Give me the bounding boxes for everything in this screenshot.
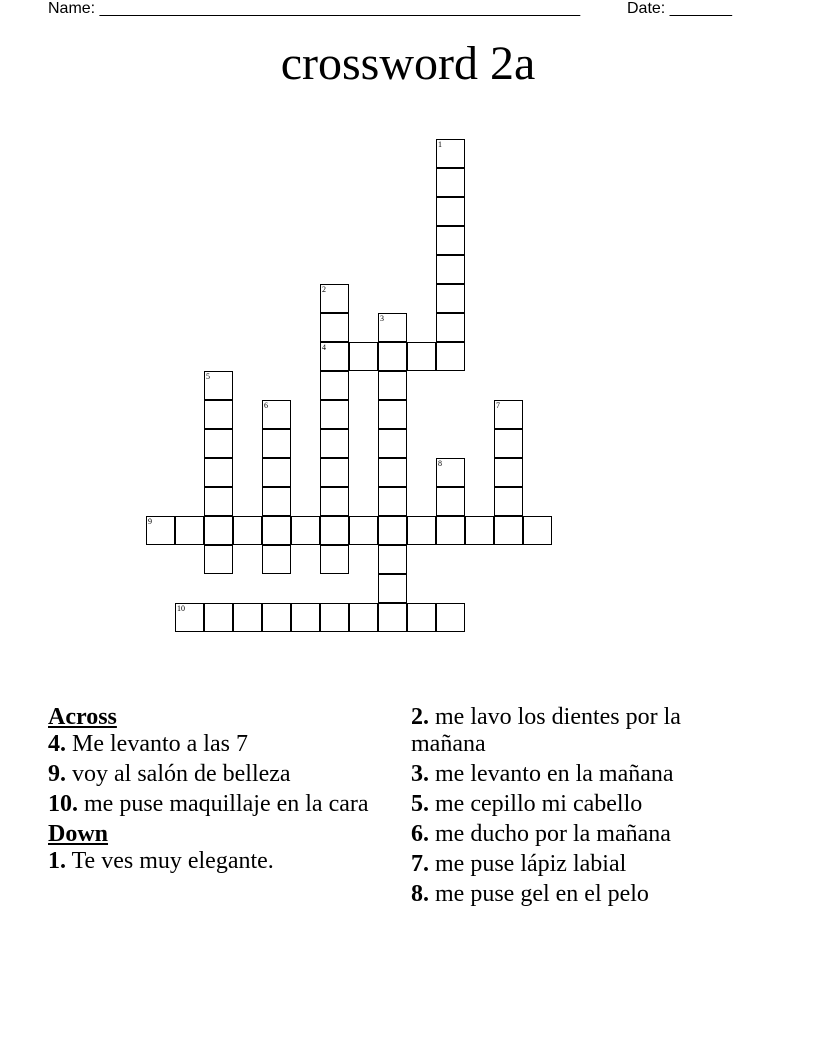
across-clue (48, 761, 388, 788)
grid-cell[interactable] (494, 458, 523, 487)
clue-number-label: 4 (322, 343, 326, 352)
grid-cell[interactable] (494, 400, 523, 429)
down-clue (411, 821, 751, 848)
name-field[interactable]: Name: ______________________________________________________ (48, 0, 581, 17)
grid-cell[interactable] (378, 313, 407, 342)
grid-cell[interactable] (378, 545, 407, 574)
clue-number-label: 7 (496, 401, 500, 410)
grid-cell[interactable] (175, 516, 204, 545)
grid-cell[interactable] (407, 342, 436, 371)
clue-number-label: 1 (438, 140, 442, 149)
down-clue (411, 761, 751, 788)
grid-cell[interactable] (320, 342, 349, 371)
clue-number: 8. (411, 881, 429, 907)
grid-cell[interactable] (204, 371, 233, 400)
grid-cell[interactable] (204, 603, 233, 632)
grid-cell[interactable] (378, 400, 407, 429)
down-clue (411, 851, 751, 878)
grid-cell[interactable] (262, 516, 291, 545)
grid-cell[interactable] (204, 487, 233, 516)
grid-cell[interactable] (291, 603, 320, 632)
grid-cell[interactable] (523, 516, 552, 545)
grid-cell[interactable] (378, 371, 407, 400)
grid-cell[interactable] (349, 603, 378, 632)
grid-cell[interactable] (320, 516, 349, 545)
grid-cell[interactable] (233, 516, 262, 545)
grid-cell[interactable] (320, 313, 349, 342)
clue-number: 7. (411, 851, 429, 877)
clue-text: voy al salón de belleza (66, 761, 291, 787)
clue-number: 3. (411, 761, 429, 787)
grid-cell[interactable] (320, 429, 349, 458)
grid-cell[interactable] (436, 226, 465, 255)
clue-text: me ducho por la mañana (429, 821, 671, 847)
grid-cell[interactable] (204, 429, 233, 458)
clues-left-column (48, 704, 388, 878)
grid-cell[interactable] (378, 429, 407, 458)
grid-cell[interactable] (204, 400, 233, 429)
date-field[interactable]: Date: _______ (627, 0, 732, 17)
grid-cell[interactable] (436, 487, 465, 516)
grid-cell[interactable] (436, 255, 465, 284)
clue-number-label: 5 (206, 372, 210, 381)
clue-text: me puse lápiz labial (429, 851, 627, 877)
grid-cell[interactable] (494, 516, 523, 545)
grid-cell[interactable] (378, 574, 407, 603)
grid-cell[interactable] (320, 371, 349, 400)
grid-cell[interactable] (436, 458, 465, 487)
grid-cell[interactable] (378, 516, 407, 545)
across-clue (48, 731, 388, 758)
grid-cell[interactable] (320, 545, 349, 574)
clue-number-label: 6 (264, 401, 268, 410)
grid-cell[interactable] (378, 458, 407, 487)
clue-number: 1. (48, 848, 66, 874)
grid-cell[interactable] (320, 400, 349, 429)
clue-text: Te ves muy elegante. (66, 848, 274, 874)
down-clue (48, 848, 388, 875)
grid-cell[interactable] (436, 197, 465, 226)
grid-cell[interactable] (262, 400, 291, 429)
grid-cell[interactable] (204, 458, 233, 487)
clue-text: me lavo los dientes por la mañana (411, 704, 681, 757)
clue-number-label: 10 (177, 604, 185, 613)
clue-text: Me levanto a las 7 (66, 731, 248, 757)
clue-number-label: 9 (148, 517, 152, 526)
clue-text: me puse maquillaje en la cara (78, 791, 369, 817)
grid-cell[interactable] (378, 487, 407, 516)
down-heading: Down (48, 821, 109, 847)
grid-cell[interactable] (262, 545, 291, 574)
across-heading: Across (48, 704, 117, 730)
grid-cell[interactable] (436, 603, 465, 632)
grid-cell[interactable] (320, 603, 349, 632)
grid-cell[interactable] (378, 342, 407, 371)
grid-cell[interactable] (320, 284, 349, 313)
grid-cell[interactable] (291, 516, 320, 545)
clue-number: 10. (48, 791, 78, 817)
clue-number: 4. (48, 731, 66, 757)
grid-cell[interactable] (436, 284, 465, 313)
clue-number: 9. (48, 761, 66, 787)
clue-number-label: 8 (438, 459, 442, 468)
grid-cell[interactable] (204, 516, 233, 545)
grid-cell[interactable] (465, 516, 494, 545)
grid-cell[interactable] (436, 168, 465, 197)
clues-right-column (411, 704, 751, 911)
grid-cell[interactable] (262, 603, 291, 632)
clue-text: me cepillo mi cabello (429, 791, 643, 817)
grid-cell[interactable] (436, 313, 465, 342)
grid-cell[interactable] (233, 603, 262, 632)
clue-number: 5. (411, 791, 429, 817)
across-clue (48, 791, 388, 818)
grid-cell[interactable] (262, 458, 291, 487)
grid-cell[interactable] (262, 487, 291, 516)
grid-cell[interactable] (436, 342, 465, 371)
grid-cell[interactable] (494, 429, 523, 458)
grid-cell[interactable] (436, 139, 465, 168)
grid-cell[interactable] (320, 487, 349, 516)
grid-cell[interactable] (407, 516, 436, 545)
grid-cell[interactable] (378, 603, 407, 632)
clue-number: 2. (411, 704, 429, 730)
grid-cell[interactable] (262, 429, 291, 458)
clue-number-label: 2 (322, 285, 326, 294)
grid-cell[interactable] (146, 516, 175, 545)
clue-text: me levanto en la mañana (429, 761, 674, 787)
clue-text: me puse gel en el pelo (429, 881, 649, 907)
grid-cell[interactable] (320, 458, 349, 487)
grid-cell[interactable] (349, 516, 378, 545)
grid-cell[interactable] (436, 516, 465, 545)
clue-number-label: 3 (380, 314, 384, 323)
grid-cell[interactable] (175, 603, 204, 632)
page-title: crossword 2a (280, 37, 536, 90)
down-clue (411, 704, 751, 758)
clue-number: 6. (411, 821, 429, 847)
grid-cell[interactable] (349, 342, 378, 371)
down-clue (411, 881, 751, 908)
grid-cell[interactable] (494, 487, 523, 516)
down-clue (411, 791, 751, 818)
grid-cell[interactable] (204, 545, 233, 574)
grid-cell[interactable] (407, 603, 436, 632)
